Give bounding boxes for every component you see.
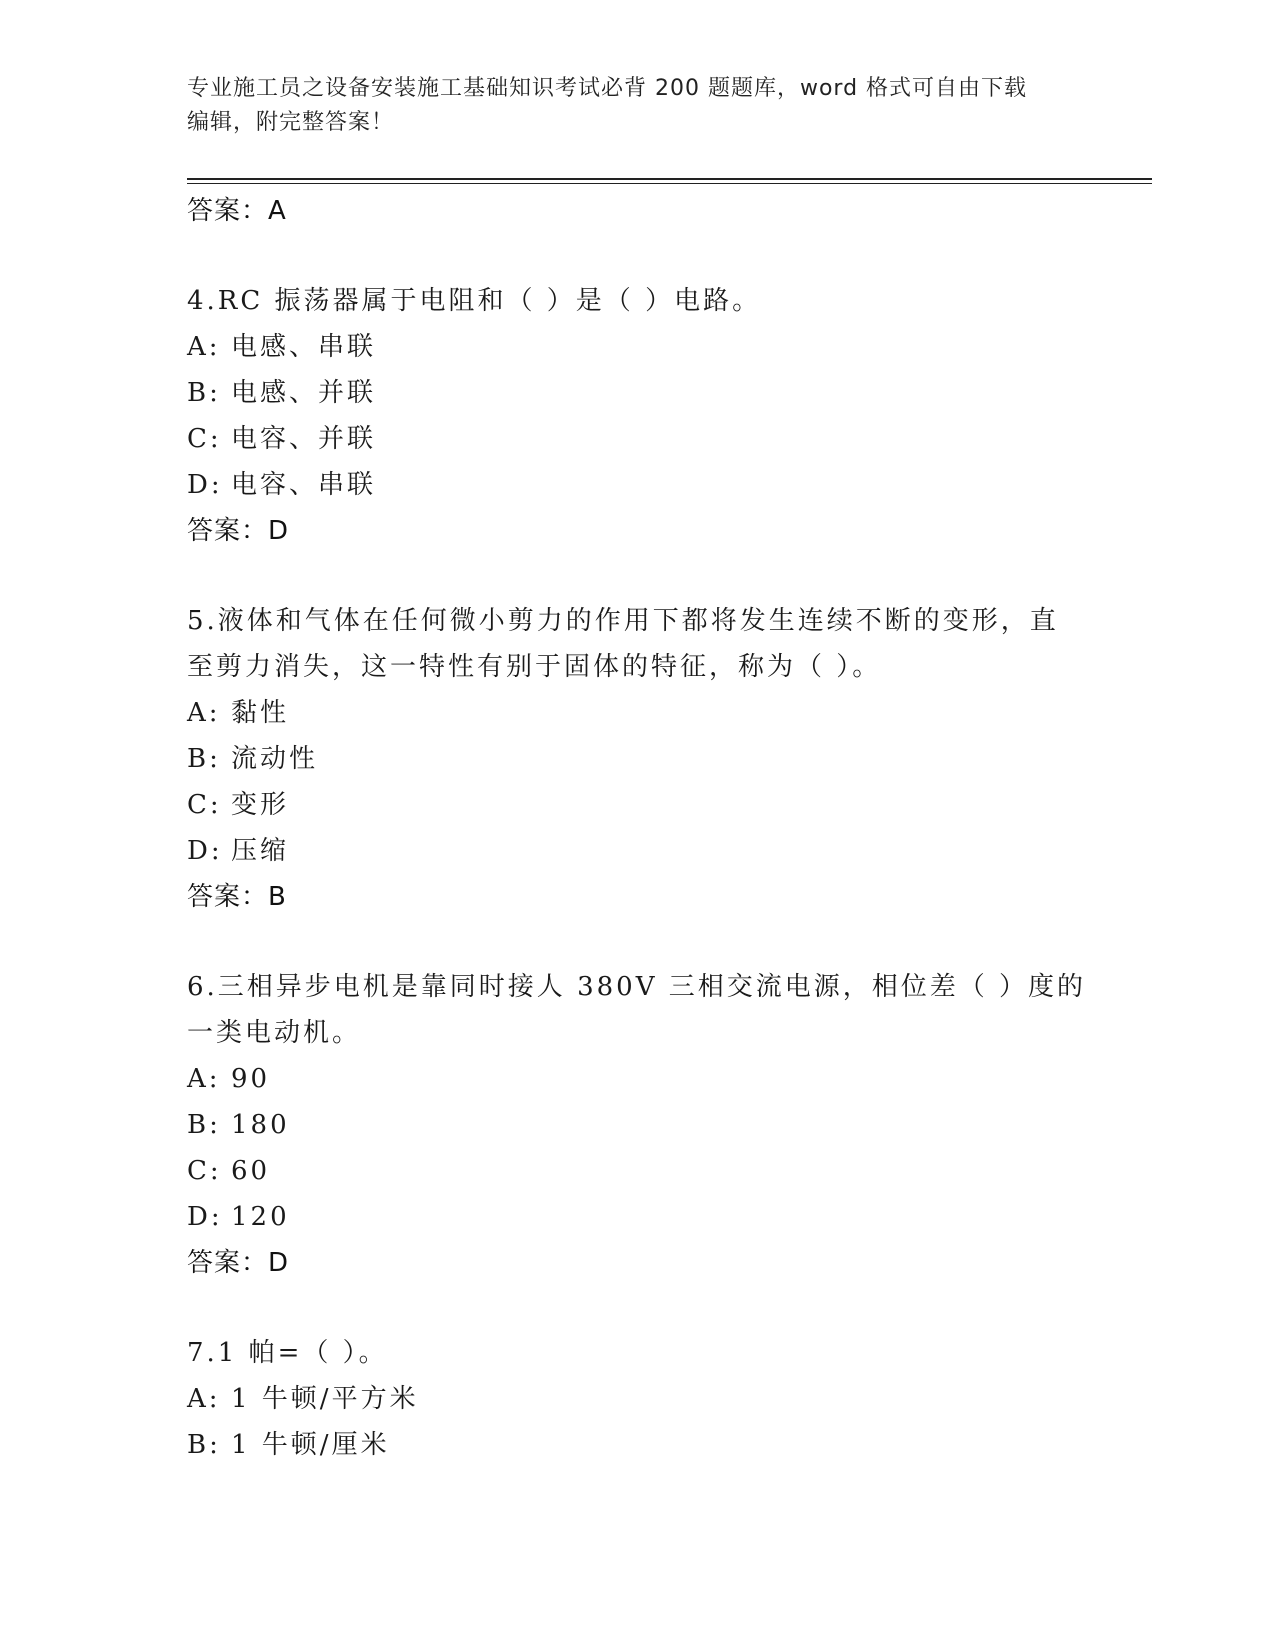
option-key: B: xyxy=(187,1430,221,1460)
option-c xyxy=(187,1148,1087,1194)
option-text: 1 牛顿/厘米 xyxy=(231,1430,390,1460)
question-text: 6.三相异步电机是靠同时接人 380V 三相交流电源，相位差（ ）度的 xyxy=(187,972,1087,1002)
option-text: 1 牛顿/平方米 xyxy=(231,1384,419,1414)
header-divider-thick xyxy=(187,178,1152,180)
option-text: 电感、串联 xyxy=(231,332,377,362)
answer-line: 答案：A xyxy=(187,196,287,226)
option-key: C: xyxy=(187,790,222,820)
question-5 xyxy=(187,598,1087,920)
option-text: 流动性 xyxy=(231,744,319,774)
question-text: 5.液体和气体在任何微小剪力的作用下都将发生连续不断的变形，直 xyxy=(187,606,1059,636)
option-key: D: xyxy=(187,470,223,500)
option-text: 黏性 xyxy=(231,698,290,728)
option-text: 电容、串联 xyxy=(231,470,377,500)
option-c xyxy=(187,416,1087,462)
option-text: 60 xyxy=(231,1156,271,1186)
option-a xyxy=(187,1376,1087,1422)
option-a xyxy=(187,1056,1087,1102)
option-text: 电容、并联 xyxy=(231,424,377,454)
option-b xyxy=(187,1102,1087,1148)
option-text: 120 xyxy=(231,1202,290,1232)
option-text: 压缩 xyxy=(231,836,290,866)
question-4 xyxy=(187,278,1087,554)
option-d xyxy=(187,828,1087,874)
option-key: A: xyxy=(187,698,221,728)
option-key: C: xyxy=(187,1156,222,1186)
option-b xyxy=(187,1422,1087,1468)
option-text: 180 xyxy=(231,1110,290,1140)
answer-line: 答案：D xyxy=(187,516,290,546)
option-b xyxy=(187,370,1087,416)
option-key: A: xyxy=(187,1064,221,1094)
option-a xyxy=(187,690,1087,736)
document-header xyxy=(187,72,1087,140)
answer-line: 答案：B xyxy=(187,882,287,912)
option-a xyxy=(187,324,1087,370)
question-7 xyxy=(187,1330,1087,1468)
option-key: B: xyxy=(187,378,221,408)
option-c xyxy=(187,782,1087,828)
option-text: 电感、并联 xyxy=(231,378,377,408)
question-text: 4.RC 振荡器属于电阻和（ ）是（ ）电路。 xyxy=(187,286,762,316)
header-line-1: 专业施工员之设备安装施工基础知识考试必背 200 题题库，word 格式可自由下载 xyxy=(187,76,1028,101)
question-text: 7.1 帕=（ ）。 xyxy=(187,1338,388,1368)
option-key: A: xyxy=(187,332,221,362)
question-text: 一类电动机。 xyxy=(187,1018,362,1048)
header-line-2: 编辑，附完整答案！ xyxy=(187,110,395,135)
option-key: B: xyxy=(187,1110,221,1140)
answer-line: 答案：D xyxy=(187,1248,290,1278)
option-key: D: xyxy=(187,1202,223,1232)
option-key: A: xyxy=(187,1384,221,1414)
option-text: 90 xyxy=(231,1064,271,1094)
option-key: B: xyxy=(187,744,221,774)
option-key: D: xyxy=(187,836,223,866)
option-key: C: xyxy=(187,424,222,454)
option-b xyxy=(187,736,1087,782)
question-list xyxy=(187,188,1087,1468)
question-6 xyxy=(187,964,1087,1286)
option-text: 变形 xyxy=(231,790,290,820)
question-text: 至剪力消失，这一特性有别于固体的特征，称为（ ）。 xyxy=(187,652,882,682)
option-d xyxy=(187,1194,1087,1240)
header-divider-thin xyxy=(187,183,1152,184)
option-d xyxy=(187,462,1087,508)
